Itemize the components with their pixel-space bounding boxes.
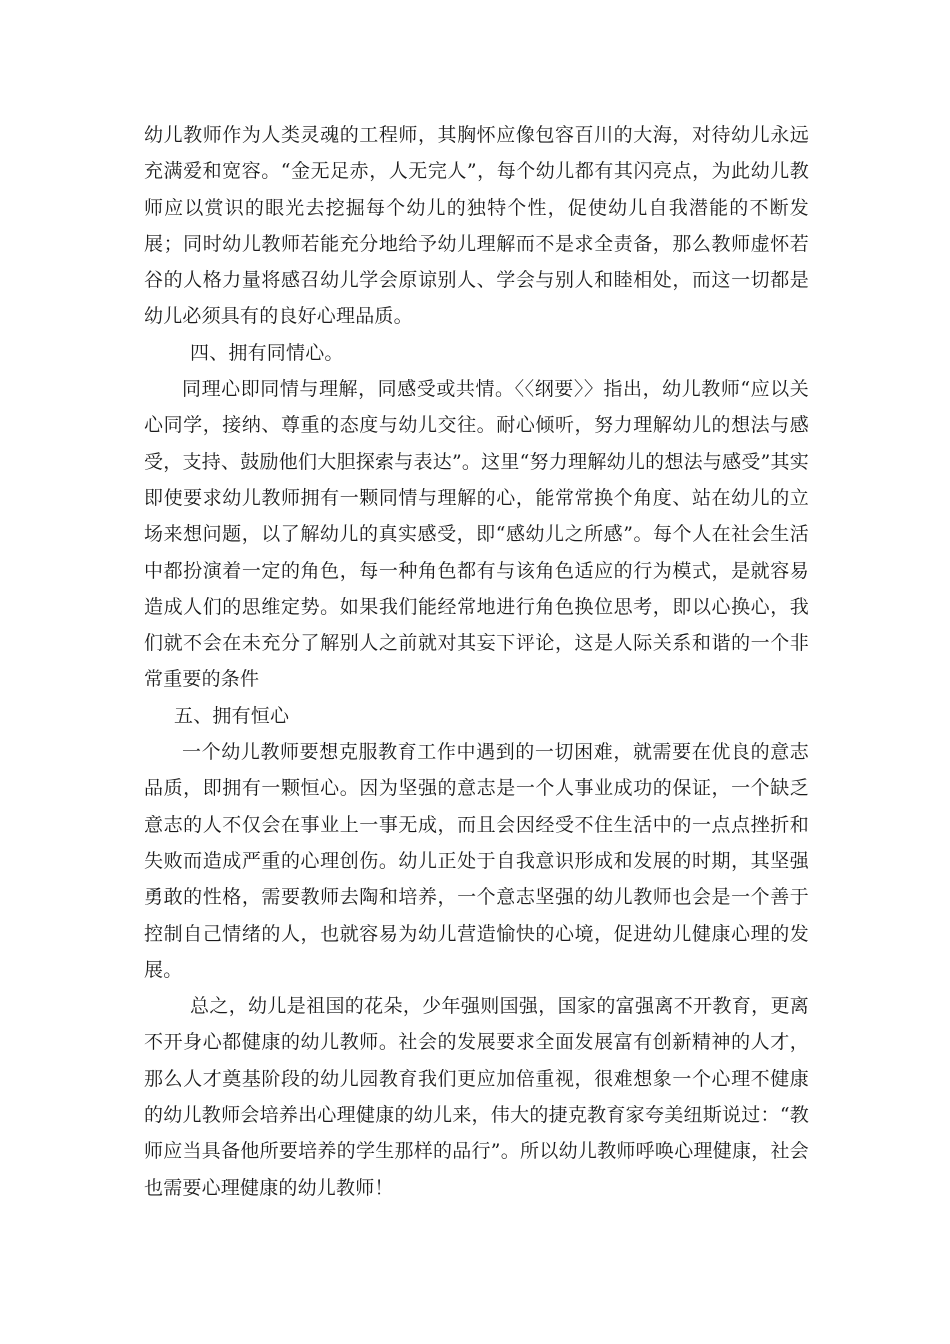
paragraph-conclusion: 总之，幼儿是祖国的花朵，少年强则国强，国家的富强离不开教育，更离不开身心都健康的幼儿教师。社会的发展要求全面发展富有创新精神的人才，那么人才奠基阶段的幼儿园教育我们更应加倍重视，很难想象一个心理不健康的幼儿教师会培养出心理健康的幼儿来，伟大的捷克教育家夸美纽斯说过：“教师应当具备他所要培养的学生那样的品行”。所以幼儿教师呼唤心理健康，社会也需要心理健康的幼儿教师！ <box>144 995 809 1199</box>
paragraph-empathy: 同理心即同情与理解，同感受或共情。〈〈纲要〉〉指出，幼儿教师“应以关心同学，接纳、尊重的态度与幼儿交往。耐心倾听，努力理解幼儿的想法与感受，支持、鼓励他们大胆探索与表达”。这里“努力理解幼儿的想法与感受”其实即使要求幼儿教师拥有一颗同情与理解的心，能常常换个角度、站在幼儿的立场来想问题，以了解幼儿的真实感受，即“感幼儿之所感”。每个人在社会生活中都扮演着一定的角色，每一种角色都有与该角色适应的行为模式，是就容易造成人们的思维定势。如果我们能经常地进行角色换位思考，即以心换心，我们就不会在未充分了解别人之前就对其妄下评论，这是人际关系和谐的一个非常重要的条件 <box>144 378 809 691</box>
section-heading-empathy: 四、拥有同情心。 <box>190 341 344 364</box>
section-heading-perseverance: 五、拥有恒心 <box>174 704 290 727</box>
paragraph-tolerance: 幼儿教师作为人类灵魂的工程师，其胸怀应像包容百川的大海，对待幼儿永远充满爱和宽容。“金无足赤，人无完人”，每个幼儿都有其闪亮点，为此幼儿教师应以赏识的眼光去挖掘每个幼儿的独特个性，促使幼儿自我潜能的不断发展；同时幼儿教师若能充分地给予幼儿理解而不是求全责备，那么教师虚怀若谷的人格力量将感召幼儿学会原谅别人、学会与别人和睦相处，而这一切都是幼儿必须具有的良好心理品质。 <box>144 124 809 328</box>
document-body <box>144 117 809 1206</box>
paragraph-perseverance: 一个幼儿教师要想克服教育工作中遇到的一切困难，就需要在优良的意志品质，即拥有一颗恒心。因为坚强的意志是一个人事业成功的保证，一个缺乏意志的人不仅会在事业上一事无成，而且会因经受不住生活中的一点点挫折和失败而造成严重的心理创伤。幼儿正处于自我意识形成和发展的时期，其坚强勇敢的性格，需要教师去陶和培养，一个意志坚强的幼儿教师也会是一个善于控制自己情绪的人，也就容易为幼儿营造愉快的心境，促进幼儿健康心理的发展。 <box>144 741 809 981</box>
